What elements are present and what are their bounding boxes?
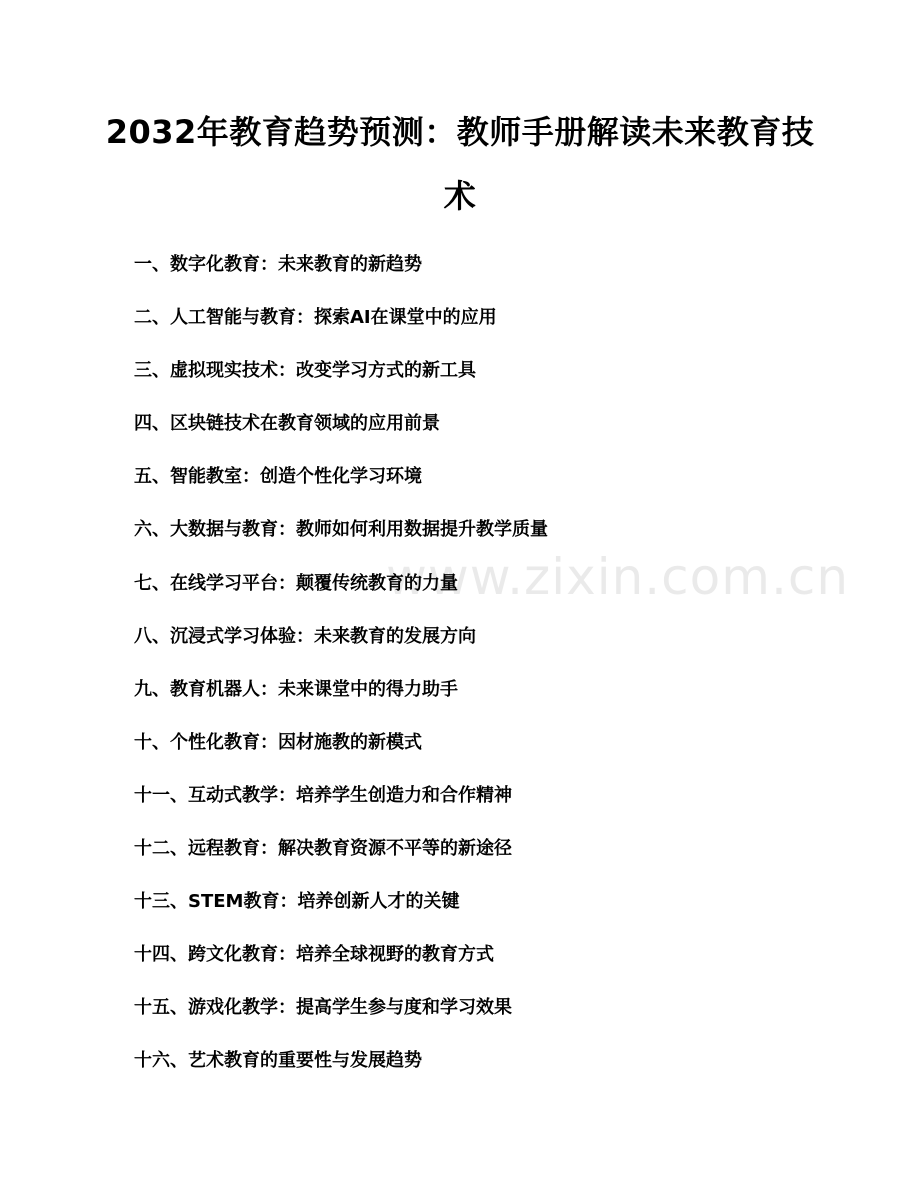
- toc-item: 五、智能教室：创造个性化学习环境: [134, 466, 422, 488]
- toc-item: 十五、游戏化教学：提高学生参与度和学习效果: [134, 997, 512, 1019]
- toc-item: 十四、跨文化教育：培养全球视野的教育方式: [134, 944, 494, 966]
- table-of-contents: [134, 248, 548, 1098]
- toc-item: 二、人工智能与教育：探索AI在课堂中的应用: [134, 307, 497, 329]
- watermark: www.zixin.com.cn: [386, 548, 850, 606]
- toc-item: 十六、艺术教育的重要性与发展趋势: [134, 1050, 422, 1072]
- toc-item: 十三、STEM教育：培养创新人才的关键: [134, 891, 460, 913]
- toc-item: 十一、互动式教学：培养学生创造力和合作精神: [134, 784, 512, 806]
- toc-item: 六、大数据与教育：教师如何利用数据提升教学质量: [134, 519, 548, 541]
- toc-item: 十二、远程教育：解决教育资源不平等的新途径: [134, 838, 512, 860]
- toc-item: 四、区块链技术在教育领域的应用前景: [134, 413, 440, 435]
- toc-item: 一、数字化教育：未来教育的新趋势: [134, 254, 422, 275]
- toc-item: 三、虚拟现实技术：改变学习方式的新工具: [134, 360, 476, 382]
- toc-item: 八、沉浸式学习体验：未来教育的发展方向: [134, 625, 476, 647]
- document-title: 2032年教育趋势预测：教师手册解读未来教育技术: [105, 113, 815, 215]
- toc-item: 七、在线学习平台：颠覆传统教育的力量: [134, 572, 458, 594]
- toc-item: 十、个性化教育：因材施教的新模式: [134, 731, 422, 753]
- toc-item: 九、教育机器人：未来课堂中的得力助手: [134, 678, 458, 700]
